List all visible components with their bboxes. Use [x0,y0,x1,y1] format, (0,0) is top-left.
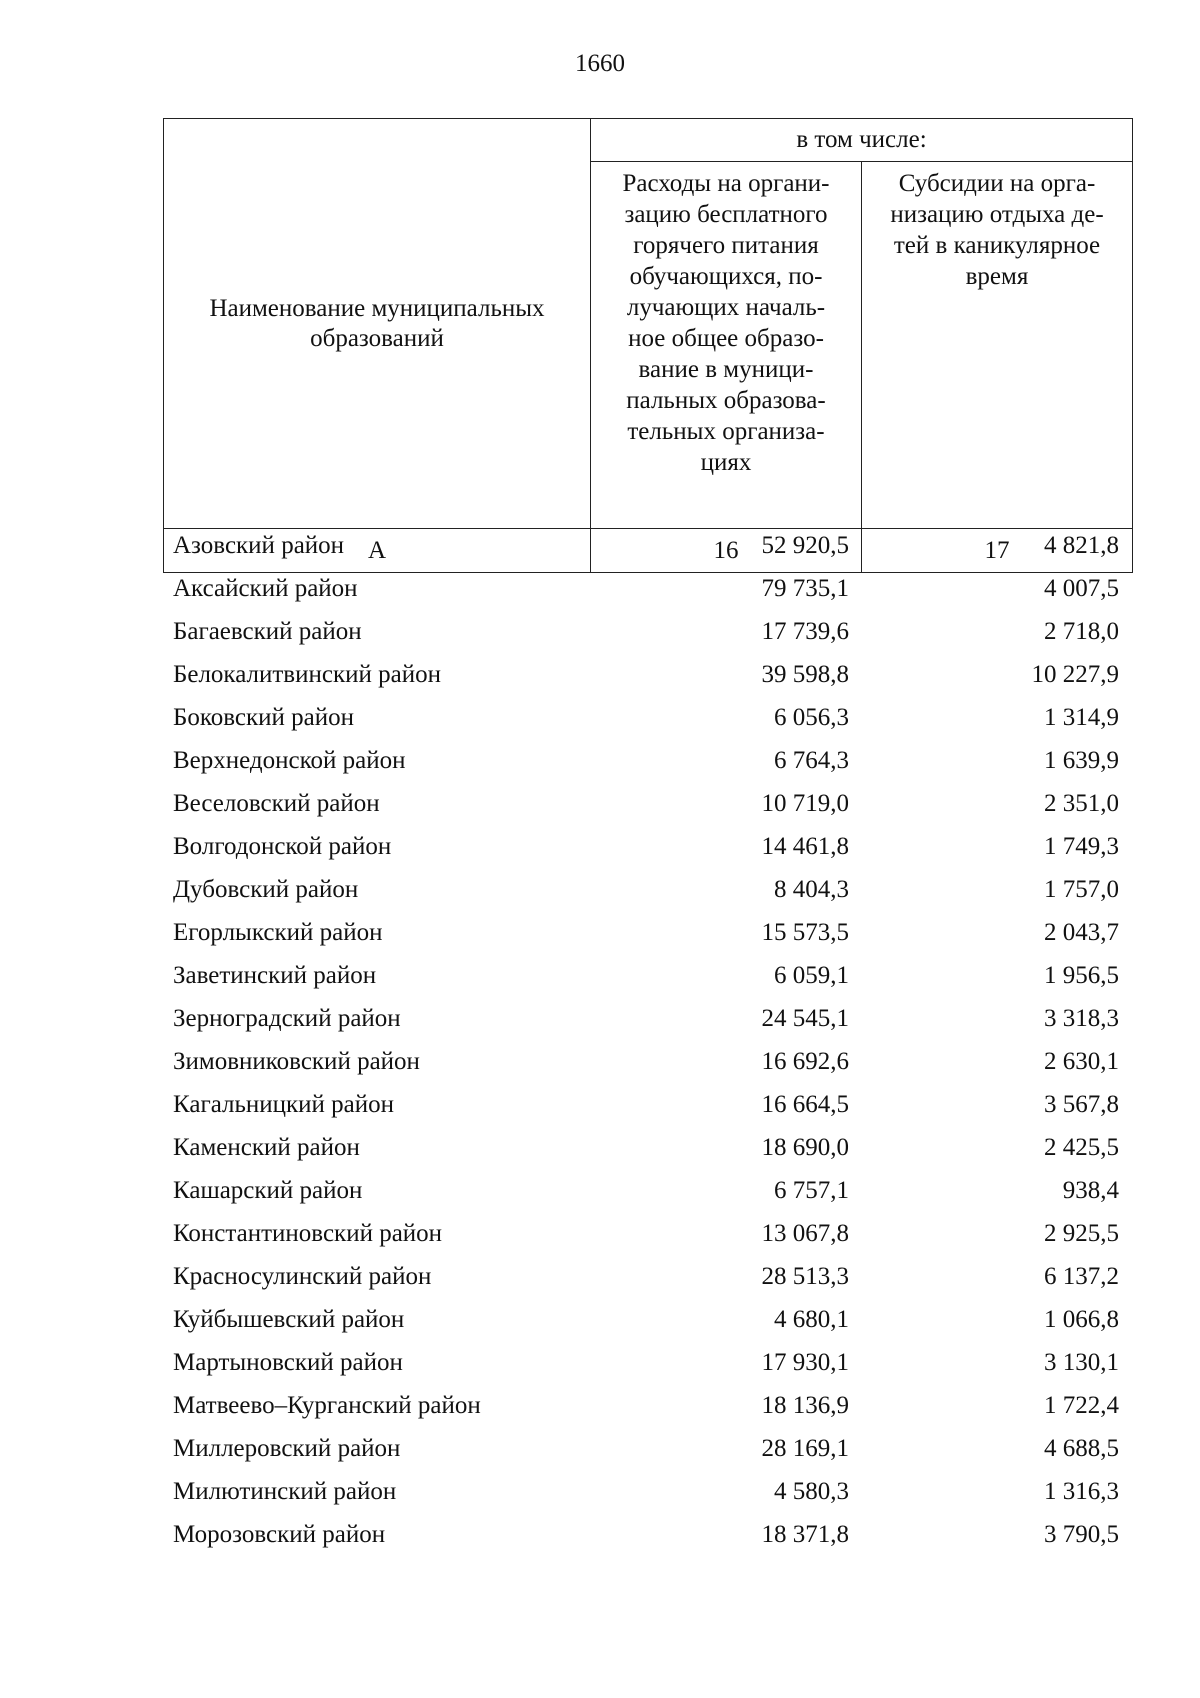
header-col-17 [862,162,1133,529]
page-number: 1660 [575,50,625,77]
header-name-column [164,119,591,529]
row-value-17: 2 351,0 [1044,789,1119,817]
row-value-16: 52 920,5 [761,531,849,559]
table-row [163,825,1129,868]
row-name: Мартыновский район [173,1348,403,1376]
table-row [163,610,1129,653]
column-number-a: А [164,529,591,573]
row-name: Багаевский район [173,617,362,645]
table-row [163,1427,1129,1470]
row-value-17: 1 639,9 [1044,746,1119,774]
table-header [163,118,1133,573]
row-name: Дубовский район [173,875,359,903]
table-row [163,911,1129,954]
row-value-16: 17 739,6 [761,617,849,645]
header-name-label: Наименование муниципальных образований [209,294,545,352]
table-row [163,653,1129,696]
row-value-17: 1 749,3 [1044,832,1119,860]
table-row [163,1169,1129,1212]
row-value-16: 79 735,1 [761,574,849,602]
row-value-17: 2 718,0 [1044,617,1119,645]
row-name: Белокалитвинский район [173,660,441,688]
row-value-17: 2 925,5 [1044,1219,1119,1247]
row-value-17: 10 227,9 [1031,660,1119,688]
row-value-16: 39 598,8 [761,660,849,688]
table-row [163,1470,1129,1513]
row-name: Волгодонской район [173,832,392,860]
row-value-17: 938,4 [1062,1176,1119,1204]
row-value-17: 4 007,5 [1044,574,1119,602]
row-value-17: 1 314,9 [1044,703,1119,731]
row-value-17: 2 043,7 [1044,918,1119,946]
row-value-16: 28 513,3 [761,1262,849,1290]
row-name: Азовский район [173,531,345,559]
row-name: Егорлыкский район [173,918,383,946]
row-name: Куйбышевский район [173,1305,405,1333]
row-name: Боковский район [173,703,354,731]
column-number-16: 16 [591,529,862,573]
row-value-17: 3 318,3 [1044,1004,1119,1032]
column-number-17: 17 [862,529,1133,573]
row-value-17: 1 956,5 [1044,961,1119,989]
row-value-17: 3 790,5 [1044,1520,1119,1548]
table-row [163,954,1129,997]
row-value-17: 6 137,2 [1044,1262,1119,1290]
row-value-16: 8 404,3 [774,875,849,903]
row-value-16: 10 719,0 [761,789,849,817]
row-name: Кагальницкий район [173,1090,395,1118]
row-name: Красносулинский район [173,1262,432,1290]
table-row [163,1513,1129,1556]
table-row [163,696,1129,739]
row-value-16: 6 764,3 [774,746,849,774]
row-name: Матвеево–Курганский район [173,1391,481,1419]
row-name: Константиновский район [173,1219,443,1247]
row-value-16: 16 692,6 [761,1047,849,1075]
row-name: Миллеровский район [173,1434,401,1462]
table-row [163,1341,1129,1384]
row-value-16: 17 930,1 [761,1348,849,1376]
row-value-16: 6 059,1 [774,961,849,989]
row-value-16: 16 664,5 [761,1090,849,1118]
row-value-17: 1 066,8 [1044,1305,1119,1333]
row-name: Веселовский район [173,789,380,817]
row-name: Кашарский район [173,1176,363,1204]
row-name: Заветинский район [173,961,377,989]
table-row [163,567,1129,610]
row-value-17: 2 630,1 [1044,1047,1119,1075]
row-value-17: 4 821,8 [1044,531,1119,559]
row-name: Верхнедонской район [173,746,406,774]
row-value-17: 1 757,0 [1044,875,1119,903]
table-row [163,739,1129,782]
table-row [163,868,1129,911]
table-row [163,1298,1129,1341]
table-row [163,524,1129,567]
table-body [163,524,1129,1556]
row-value-16: 18 136,9 [761,1391,849,1419]
row-value-16: 18 371,8 [761,1520,849,1548]
row-name: Морозовский район [173,1520,386,1548]
row-value-16: 18 690,0 [761,1133,849,1161]
row-value-16: 4 680,1 [774,1305,849,1333]
table-row [163,1255,1129,1298]
table-row [163,1212,1129,1255]
table-row [163,1083,1129,1126]
row-name: Аксайский район [173,574,358,602]
row-value-16: 13 067,8 [761,1219,849,1247]
row-value-17: 3 130,1 [1044,1348,1119,1376]
row-name: Зимовниковский район [173,1047,420,1075]
header-col-16-label: Расходы на органи- зацию бесплатного горячего питания обучающихся, по- лучающих началь- ное общее образо- вание в муници- пальных образова- тельных организа- циях [622,170,830,476]
table-row [163,1384,1129,1427]
table-row [163,1040,1129,1083]
row-value-16: 24 545,1 [761,1004,849,1032]
row-value-17: 1 722,4 [1044,1391,1119,1419]
row-value-16: 14 461,8 [761,832,849,860]
header-col-17-label: Субсидии на орга- низацию отдыха де- тей в каникулярное время [890,170,1104,290]
row-value-16: 28 169,1 [761,1434,849,1462]
row-value-16: 4 580,3 [774,1477,849,1505]
table-row [163,1126,1129,1169]
row-value-17: 4 688,5 [1044,1434,1119,1462]
row-value-16: 15 573,5 [761,918,849,946]
row-value-17: 1 316,3 [1044,1477,1119,1505]
row-value-17: 2 425,5 [1044,1133,1119,1161]
header-col-16 [591,162,862,529]
row-value-16: 6 757,1 [774,1176,849,1204]
row-value-16: 6 056,3 [774,703,849,731]
row-name: Милютинский район [173,1477,397,1505]
row-value-17: 3 567,8 [1044,1090,1119,1118]
table-row [163,997,1129,1040]
row-name: Зерноградский район [173,1004,401,1032]
table-row [163,782,1129,825]
header-including: в том числе: [591,119,1133,162]
row-name: Каменский район [173,1133,360,1161]
